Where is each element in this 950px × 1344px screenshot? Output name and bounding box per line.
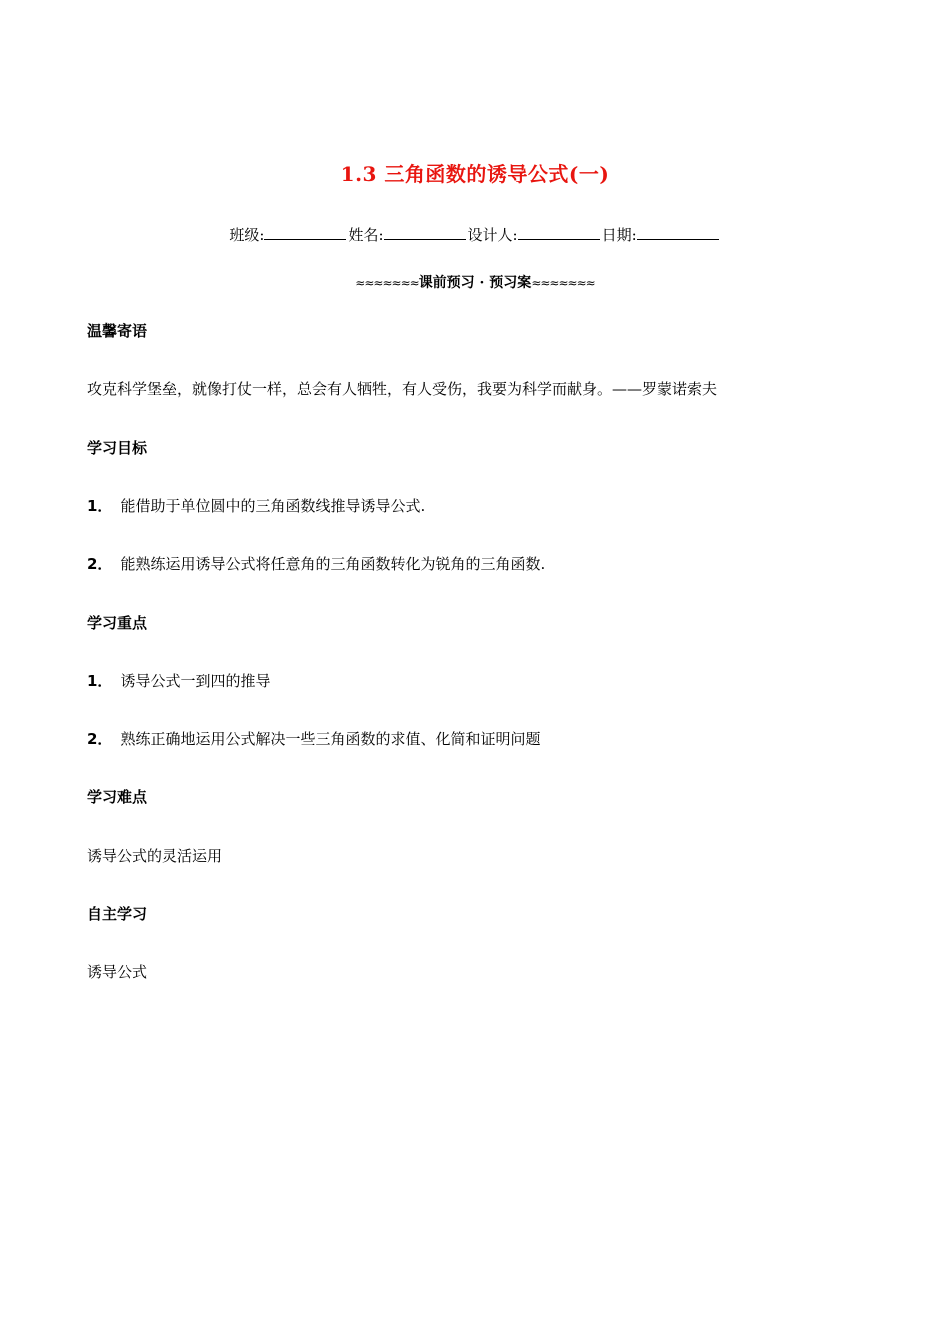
self-study-heading: 自主学习: [87, 905, 148, 923]
warm-words-heading: 温馨寄语: [87, 322, 148, 340]
designer-blank: [518, 225, 600, 240]
goal-number: 2．: [87, 555, 113, 573]
class-label: 班级:: [229, 226, 265, 244]
section-banner: [0, 272, 950, 292]
difficulties-text: 诱导公式的灵活运用: [87, 847, 223, 865]
goal-text: 能借助于单位圆中的三角函数线推导诱导公式.: [120, 497, 426, 515]
banner-right-wave: ≈≈≈≈≈≈≈: [531, 276, 595, 290]
banner-text: 课前预习 · 预习案: [418, 275, 532, 291]
difficulties-heading: 学习难点: [87, 788, 148, 806]
goal-number: 1．: [87, 497, 113, 515]
name-label: 姓名:: [348, 226, 384, 244]
key-point-text: 熟练正确地运用公式解决一些三角函数的求值、化简和证明问题: [120, 730, 541, 748]
designer-label: 设计人:: [467, 226, 518, 244]
date-blank: [637, 225, 719, 240]
key-point-item: [87, 728, 867, 749]
self-study-text: 诱导公式: [87, 963, 148, 981]
key-point-item: [87, 670, 867, 691]
warm-words-text: 攻克科学堡垒，就像打仗一样，总会有人牺牲，有人受伤，我要为科学而献身。——罗蒙诺索夫: [87, 380, 718, 398]
goals-heading: 学习目标: [87, 439, 148, 457]
class-blank: [264, 225, 346, 240]
key-point-text: 诱导公式一到四的推导: [120, 672, 271, 690]
goal-item: [87, 553, 867, 574]
goal-item: [87, 495, 867, 516]
info-line: [0, 224, 950, 245]
banner-left-wave: ≈≈≈≈≈≈≈: [355, 276, 419, 290]
date-label: 日期:: [601, 226, 637, 244]
page-title: 1.3 三角函数的诱导公式(一): [340, 162, 610, 186]
name-blank: [384, 225, 466, 240]
goal-text: 能熟练运用诱导公式将任意角的三角函数转化为锐角的三角函数.: [120, 555, 546, 573]
key-point-number: 2．: [87, 730, 113, 748]
key-points-heading: 学习重点: [87, 614, 148, 632]
key-point-number: 1．: [87, 672, 113, 690]
